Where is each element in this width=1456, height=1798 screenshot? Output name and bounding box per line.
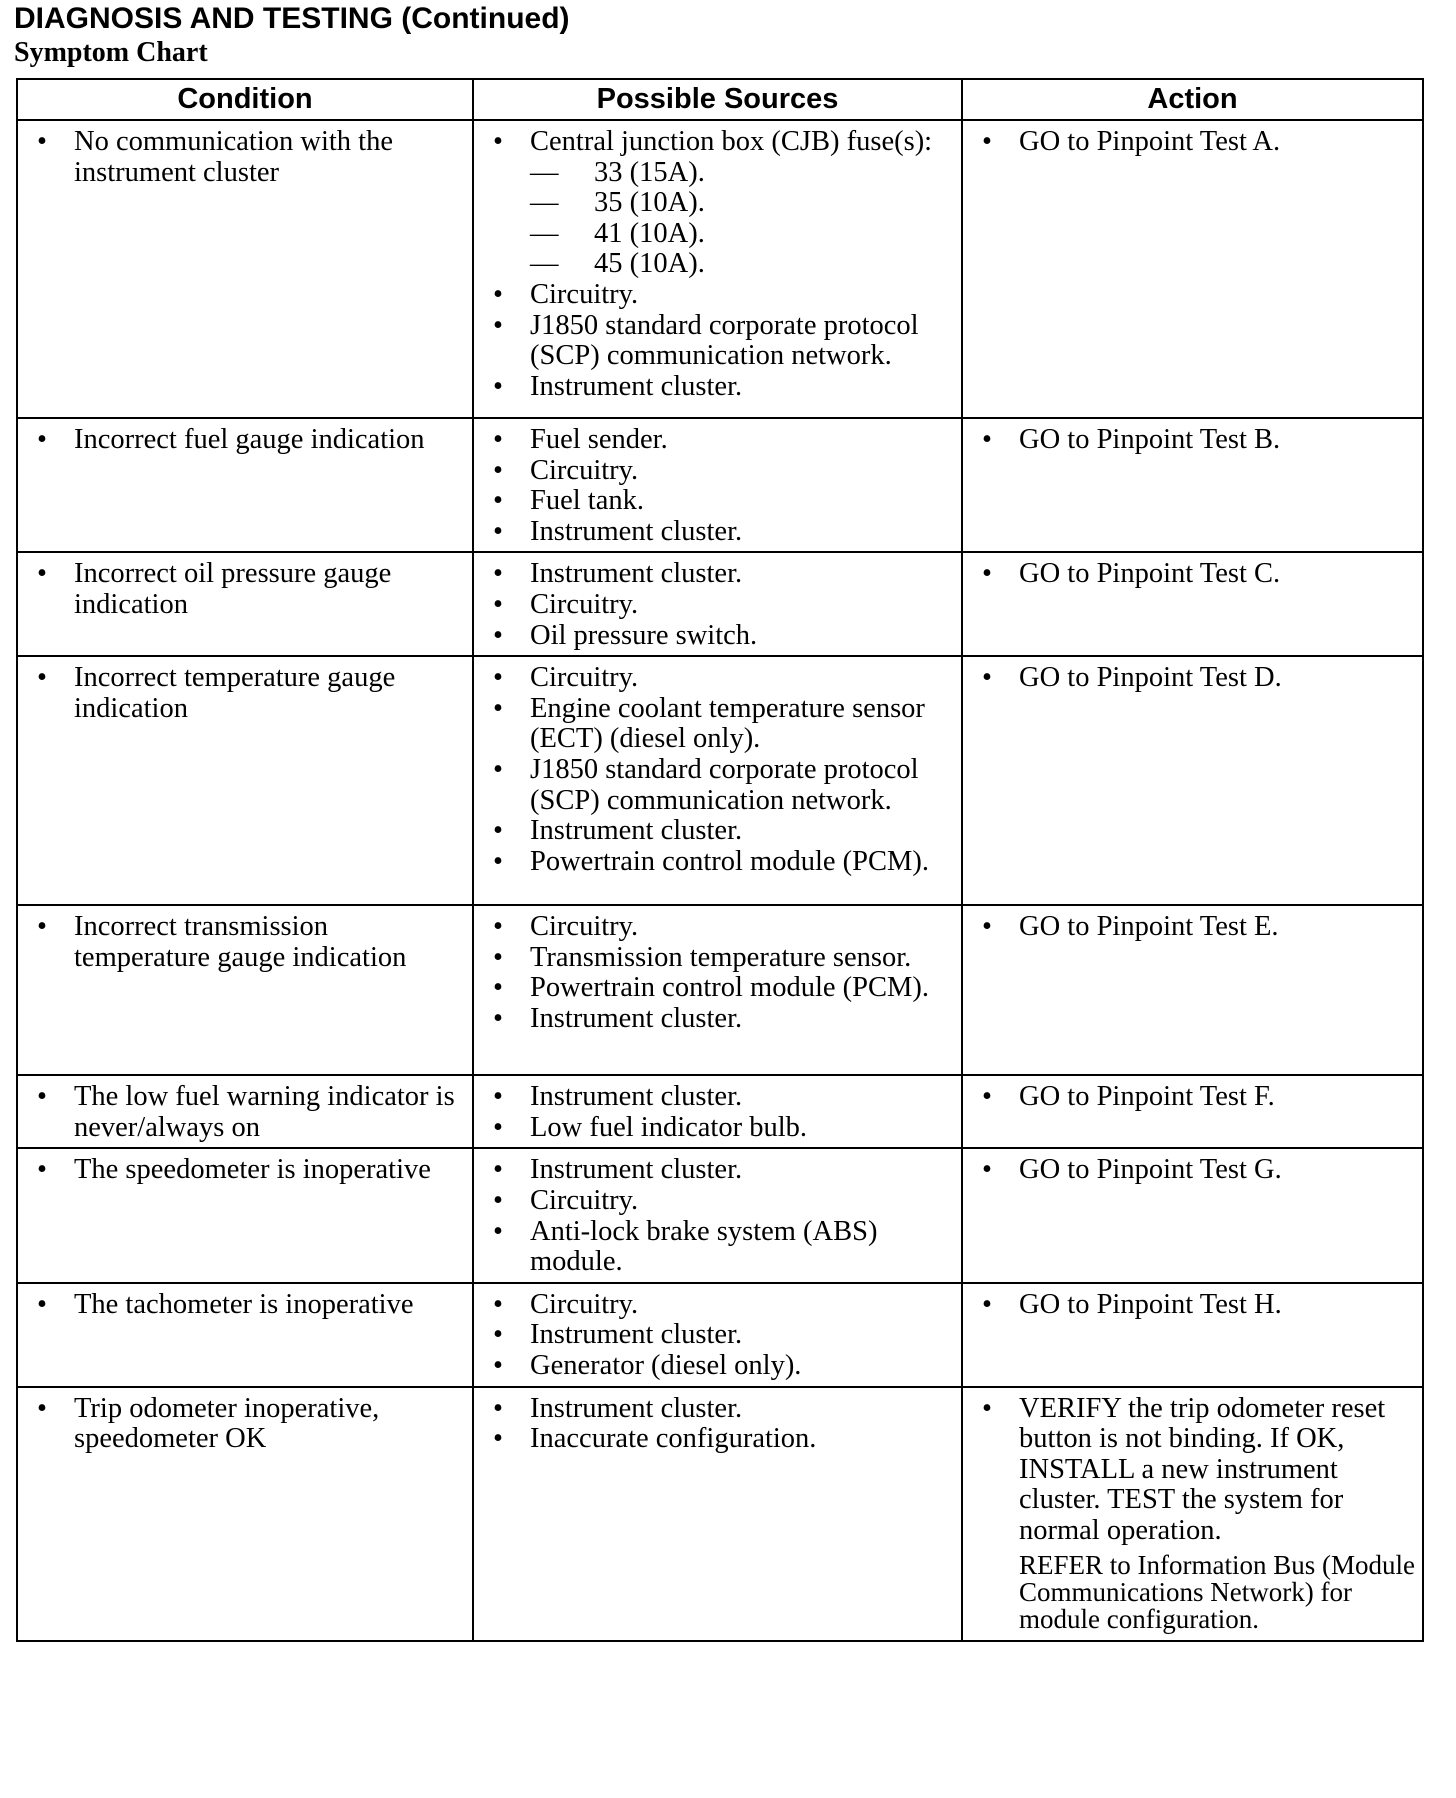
bullet-icon: • [493,558,503,590]
source-item-text: Circuitry. [530,454,639,486]
source-item [474,943,961,974]
bullet-icon: • [37,1288,47,1320]
source-item [474,590,961,621]
possible-sources-cell [473,656,962,905]
source-item-text: J1850 standard corporate protocol (SCP) communication network. [530,753,919,816]
bullet-icon: • [493,1081,503,1113]
bullet-icon: • [982,558,992,590]
source-item-text: Instrument cluster. [530,515,743,547]
action-cell [962,552,1423,656]
source-item [474,1082,961,1113]
source-item [474,486,961,517]
source-item-text: Transmission temperature sensor. [530,941,912,973]
bullet-icon: • [493,1002,503,1034]
fuse-item-text: 35 (10A). [594,187,705,219]
action-item-text: GO to Pinpoint Test C. [1019,558,1281,590]
bullet-icon: • [493,126,503,157]
source-item [474,663,961,694]
dash-icon: — [530,248,559,280]
source-item [474,1424,961,1455]
bullet-icon: • [493,972,503,1004]
bullet-icon: • [493,1319,503,1351]
fuse-item [530,219,955,250]
symptom-chart-table [16,78,1424,1642]
source-item [474,973,961,1004]
bullet-icon: • [493,815,503,847]
bullet-icon: • [982,126,992,157]
action-item-text: GO to Pinpoint Test G. [1019,1154,1282,1186]
action-cell [962,1075,1423,1148]
condition-cell [17,1075,473,1148]
action-cell [962,1387,1423,1641]
bullet-icon: • [493,941,503,973]
source-item [474,1217,961,1278]
bullet-icon: • [37,424,47,455]
column-header-action: Action [962,79,1423,120]
source-item-text: Powertrain control module (PCM). [530,845,929,877]
fuse-item-text: 33 (15A). [594,156,705,188]
condition-item [18,912,472,973]
source-item-text: Fuel sender. [530,424,668,455]
condition-item-text: Incorrect oil pressure gauge indication [74,558,392,620]
source-item-text: Instrument cluster. [530,815,743,847]
possible-sources-cell [473,1075,962,1148]
bullet-icon: • [37,1081,47,1113]
action-cell [962,905,1423,1075]
possible-sources-cell [473,418,962,552]
bullet-icon: • [982,911,992,943]
bullet-icon: • [37,1154,47,1186]
bullet-icon: • [37,126,47,157]
source-item-text: Circuitry. [530,588,639,620]
source-item-text: Circuitry. [530,278,639,310]
bullet-icon: • [493,278,503,310]
condition-item-text: Incorrect fuel gauge indication [74,424,425,455]
fuse-item [530,188,955,219]
action-item-text: GO to Pinpoint Test B. [1019,424,1281,455]
bullet-icon: • [982,424,992,455]
source-item [474,1004,961,1035]
bullet-icon: • [493,911,503,943]
action-cell [962,656,1423,905]
source-item [474,1186,961,1217]
source-item [474,456,961,487]
possible-sources-cell [473,120,962,418]
action-cell [962,418,1423,552]
source-item-text: Circuitry. [530,911,639,943]
bullet-icon: • [493,588,503,620]
source-item-text: J1850 standard corporate protocol (SCP) communication network. [530,309,919,372]
fuse-list [530,158,955,280]
condition-item-text: The tachometer is inoperative [74,1288,414,1320]
fuse-item-text: 45 (10A). [594,248,705,280]
source-item-text: Instrument cluster. [530,370,743,402]
source-item-text: Low fuel indicator bulb. [530,1111,808,1143]
dash-icon: — [530,156,559,188]
bullet-icon: • [493,485,503,517]
action-item [963,1082,1422,1113]
action-item [963,1290,1422,1321]
source-item-text: Central junction box (CJB) fuse(s): [530,126,933,157]
possible-sources-cell [473,552,962,656]
source-item [474,847,961,878]
action-item-text: GO to Pinpoint Test A. [1019,126,1281,157]
source-item-text: Instrument cluster. [530,1002,743,1034]
table-row [17,905,1423,1075]
bullet-icon: • [493,662,503,694]
condition-item-text: The speedometer is inoperative [74,1154,431,1186]
source-item [474,425,961,456]
action-item [963,559,1422,590]
table-row [17,552,1423,656]
source-item [474,280,961,311]
condition-item [18,1290,472,1321]
section-subtitle: Symptom Chart [14,37,208,68]
condition-cell [17,905,473,1075]
table-header-row [17,79,1423,120]
bullet-icon: • [37,662,47,694]
source-item [474,755,961,816]
column-header-condition: Condition [17,79,473,120]
bullet-icon: • [493,692,503,724]
condition-item-text: No communication with the instrument cluster [74,126,393,188]
bullet-icon: • [493,309,503,341]
bullet-icon: • [493,1423,503,1455]
action-item-text: GO to Pinpoint Test E. [1019,911,1279,943]
action-item-text: VERIFY the trip odometer reset button is not binding. If OK, INSTALL a new instrument cluster. TEST the system for normal operation. [1019,1392,1386,1546]
bullet-icon: • [493,619,503,651]
dash-icon: — [530,217,559,249]
condition-item [18,1394,472,1455]
condition-item [18,127,472,188]
bullet-icon: • [982,1288,992,1320]
fuse-item [530,249,955,280]
bullet-icon: • [982,662,992,694]
bullet-icon: • [982,1154,992,1186]
source-item-text: Circuitry. [530,1288,639,1320]
condition-item-text: Incorrect temperature gauge indication [74,662,396,724]
source-item-text: Circuitry. [530,1184,639,1216]
action-item-text: GO to Pinpoint Test D. [1019,662,1282,694]
condition-cell [17,120,473,418]
action-item [963,663,1422,694]
source-item [474,912,961,943]
bullet-icon: • [493,1154,503,1186]
source-item [474,311,961,372]
bullet-icon: • [493,370,503,402]
condition-item [18,1082,472,1143]
source-item-text: Anti-lock brake system (ABS) module. [530,1215,878,1278]
source-item [474,1290,961,1321]
source-item-text: Powertrain control module (PCM). [530,972,929,1004]
table-row [17,418,1423,552]
source-item [474,621,961,652]
action-item [963,912,1422,943]
action-item [963,1155,1422,1186]
source-item [474,816,961,847]
bullet-icon: • [493,1392,503,1424]
bullet-icon: • [37,558,47,590]
action-item [963,425,1422,456]
column-header-possible-sources: Possible Sources [473,79,962,120]
source-item-text: Generator (diesel only). [530,1349,802,1381]
source-item [474,694,961,755]
condition-item [18,425,472,456]
possible-sources-cell [473,1148,962,1282]
action-item-text: GO to Pinpoint Test H. [1019,1288,1282,1320]
condition-item-text: Incorrect transmission temperature gauge indication [74,911,407,973]
possible-sources-cell [473,905,962,1075]
source-item [474,127,961,280]
source-item [474,1320,961,1351]
condition-cell [17,1387,473,1641]
source-item-text: Fuel tank. [530,485,644,517]
condition-item [18,663,472,724]
dash-icon: — [530,187,559,219]
action-item [963,127,1422,158]
condition-cell [17,1148,473,1282]
bullet-icon: • [37,1392,47,1424]
source-item [474,372,961,403]
source-item [474,1155,961,1186]
bullet-icon: • [493,515,503,547]
bullet-icon: • [982,1081,992,1113]
table-row [17,120,1423,418]
condition-cell [17,656,473,905]
source-item [474,1394,961,1425]
source-item-text: Instrument cluster. [530,1319,743,1351]
condition-item [18,559,472,620]
bullet-icon: • [493,1349,503,1381]
source-item-text: Instrument cluster. [530,1081,743,1113]
condition-item-text: Trip odometer inoperative, speedometer OK [74,1392,380,1455]
condition-item-text: The low fuel warning indicator is never/always on [74,1081,455,1143]
condition-item [18,1155,472,1186]
condition-cell [17,1283,473,1387]
condition-cell [17,552,473,656]
source-item-text: Engine coolant temperature sensor (ECT) (diesel only). [530,692,925,755]
condition-cell [17,418,473,552]
source-item-text: Instrument cluster. [530,558,743,590]
source-item [474,517,961,548]
bullet-icon: • [493,1184,503,1216]
source-item-text: Instrument cluster. [530,1154,743,1186]
bullet-icon: • [493,753,503,785]
source-item-text: Circuitry. [530,662,639,694]
table-row [17,1387,1423,1641]
action-note: REFER to Information Bus (Module Communications Network) for module configuration. [1019,1550,1415,1635]
bullet-icon: • [493,454,503,486]
table-row [17,656,1423,905]
table-row [17,1148,1423,1282]
source-item [474,559,961,590]
table-row [17,1075,1423,1148]
source-item-text: Oil pressure switch. [530,619,758,651]
source-item [474,1113,961,1144]
bullet-icon: • [493,1215,503,1247]
source-item-text: Inaccurate configuration. [530,1423,817,1455]
source-item-text: Instrument cluster. [530,1392,743,1424]
bullet-icon: • [37,911,47,943]
table-row [17,1283,1423,1387]
possible-sources-cell [473,1387,962,1641]
action-item-text: GO to Pinpoint Test F. [1019,1081,1275,1113]
bullet-icon: • [493,1111,503,1143]
bullet-icon: • [493,845,503,877]
action-cell [962,120,1423,418]
source-item [474,1351,961,1382]
table-body [17,120,1423,1641]
fuse-item-text: 41 (10A). [594,217,705,249]
fuse-item [530,158,955,189]
page-title: DIAGNOSIS AND TESTING (Continued) [14,2,570,35]
action-cell [962,1148,1423,1282]
action-item [963,1394,1422,1547]
bullet-icon: • [493,424,503,455]
action-cell [962,1283,1423,1387]
bullet-icon: • [493,1288,503,1320]
bullet-icon: • [982,1392,992,1424]
possible-sources-cell [473,1283,962,1387]
